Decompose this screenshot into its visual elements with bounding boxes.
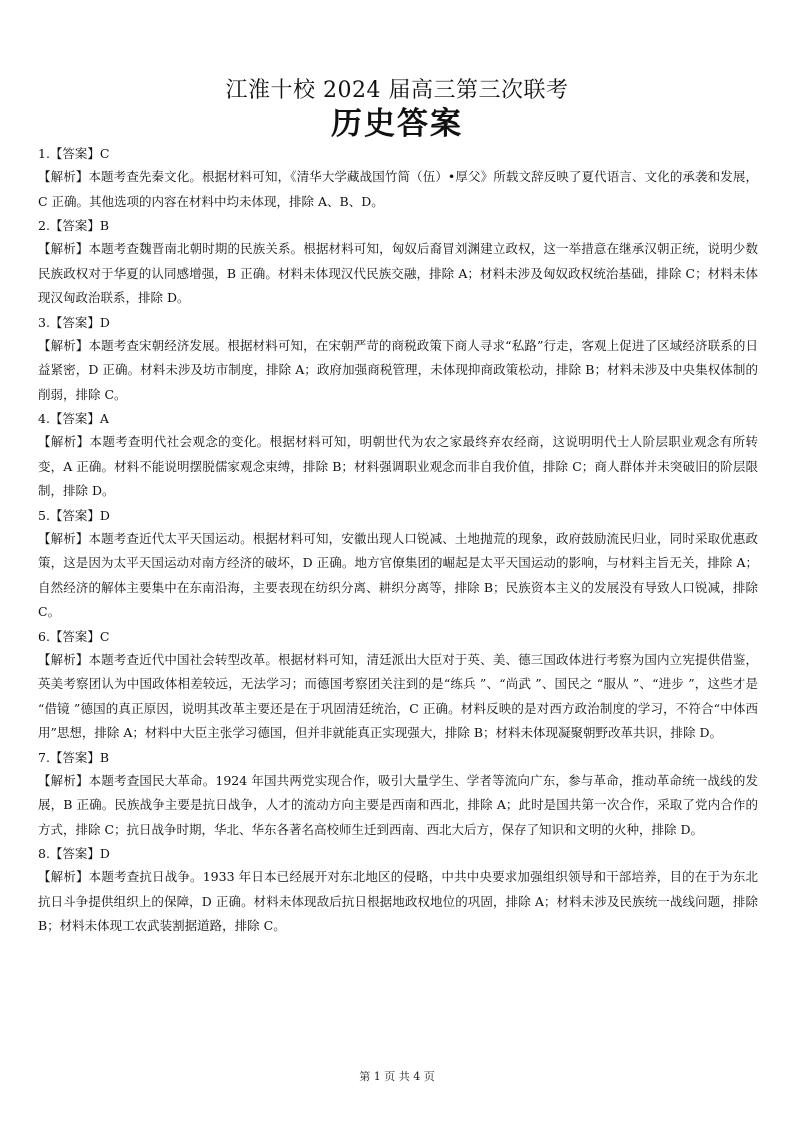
explanation-text: 【解析】本题考查明代社会观念的变化。根据材料可知，明朝世代为农之家最终弃农经商，这说明明代士人阶层职业观念有所转变，A 正确。材料不能说明摆脱儒家观念束缚，排除 B；材料强调职业观念而非自我价值，排除 C；商人群体并未突破旧的阶层限制，排除 D。 — [38, 434, 758, 498]
question-item — [38, 214, 758, 311]
page-number: 第 1 页 共 4 页 — [359, 1070, 435, 1083]
answer-line: 5.【答案】D — [38, 507, 110, 523]
explanation-text: 【解析】本题考查抗日战争。1933 年日本已经展开对东北地区的侵略，中共中央要求加强组织领导和干部培养，目的在于为东北抗日斗争提供组织上的保障，D 正确。材料未体现敌后抗日根据地政权地位的巩固，排除 A；材料未涉及民族统一战线问题，排除 B；材料未体现工农武装割据道路，排除 C。 — [38, 869, 758, 933]
question-item — [38, 842, 758, 939]
answer-line: 7.【答案】B — [38, 749, 110, 765]
answer-heading: 历史答案 — [331, 106, 463, 142]
explanation-text: 【解析】本题考查先秦文化。根据材料可知，《清华大学藏战国竹简（伍）•厚父》所载文辞反映了夏代语言、文化的承袭和发展，C 正确。其他选项的内容在材料中均未体现，排除 A、B、D。 — [38, 169, 758, 209]
answer-line: 8.【答案】D — [38, 846, 110, 861]
answer-line: 1.【答案】C — [38, 146, 110, 161]
explanation-text: 【解析】本题考查宋朝经济发展。根据材料可知，在宋朝严苛的商税政策下商人寻求“私路”行走，客观上促进了区域经济联系的日益紧密，D 正确。材料未涉及坊市制度，排除 A；政府加强商税管理，未体现抑商政策松动，排除 B；材料未涉及中央集权体制的削弱，排除 C。 — [38, 337, 758, 402]
answer-line: 6.【答案】C — [38, 628, 110, 644]
explanation-text: 【解析】本题考查近代太平天国运动。根据材料可知，安徽出现人口锐减、土地抛荒的现象，政府鼓励流民归业，同时采取优惠政策，这是因为太平天国运动对南方经济的破坏，D 正确。地方官僚集团的崛起是太平天国运动的影响，与材料主旨无关，排除 A；自然经济的解体主要集中在东南沿海，主要表现在纺织分离、耕织分离等，排除 B；民族资本主义的发展没有导致人口锐减，排除 C。 — [38, 530, 758, 619]
question-item — [38, 142, 758, 214]
answer-line: 3.【答案】D — [38, 314, 110, 330]
answer-line: 4.【答案】A — [38, 411, 109, 426]
exam-title: 江淮十校 2024 届高三第三次联考 — [225, 78, 569, 103]
question-item — [38, 746, 758, 843]
explanation-text: 【解析】本题考查国民大革命。1924 年国共两党实现合作，吸引大量学生、学者等流向广东，参与革命，推动革命统一战线的发展，B 正确。民族战争主要是抗日战争，人才的流动方向主要是西南和西北，排除 A；此时是国共第一次合作，采取了党内合作的方式，排除 C；抗日战争时期，华北、华东各著名高校师生迁到西南、西北大后方，保存了知识和文明的火种，排除 D。 — [38, 772, 758, 837]
explanation-text: 【解析】本题考查近代中国社会转型改革。根据材料可知，清廷派出大臣对于英、美、德三国政体进行考察为国内立宪提供借鉴，英美考察团认为中国政体相差较远，无法学习；而德国考察团关注到的是“练兵 ”、“尚武 ”、国民之 “服从 ”、“进步 ”，这些才是 “借镜 ”德国的真正原因，说明其改革主要还是在于巩固清廷统治，C 正确。材料反映的是对西方政治制度的学习，不符合“中体西用”思想，排除 A；材料中大臣主张学习德国，但并非就能真正实现强大，排除 B；材料未体现凝聚朝野改革共识，排除 D。 — [38, 651, 758, 740]
answer-list — [38, 142, 758, 939]
explanation-text: 【解析】本题考查魏晋南北朝时期的民族关系。根据材料可知，匈奴后裔冒刘渊建立政权，这一举措意在继承汉朝正统，说明少数民族政权对于华夏的认同感增强，B 正确。材料未体现汉代民族交融，排除 A；材料未涉及匈奴政权统治基础，排除 C；材料未体现汉匈政治联系，排除 D。 — [38, 241, 758, 305]
answer-line: 2.【答案】B — [38, 218, 110, 233]
question-item — [38, 311, 758, 408]
question-item — [38, 407, 758, 504]
question-item — [38, 625, 758, 746]
question-item — [38, 504, 758, 625]
